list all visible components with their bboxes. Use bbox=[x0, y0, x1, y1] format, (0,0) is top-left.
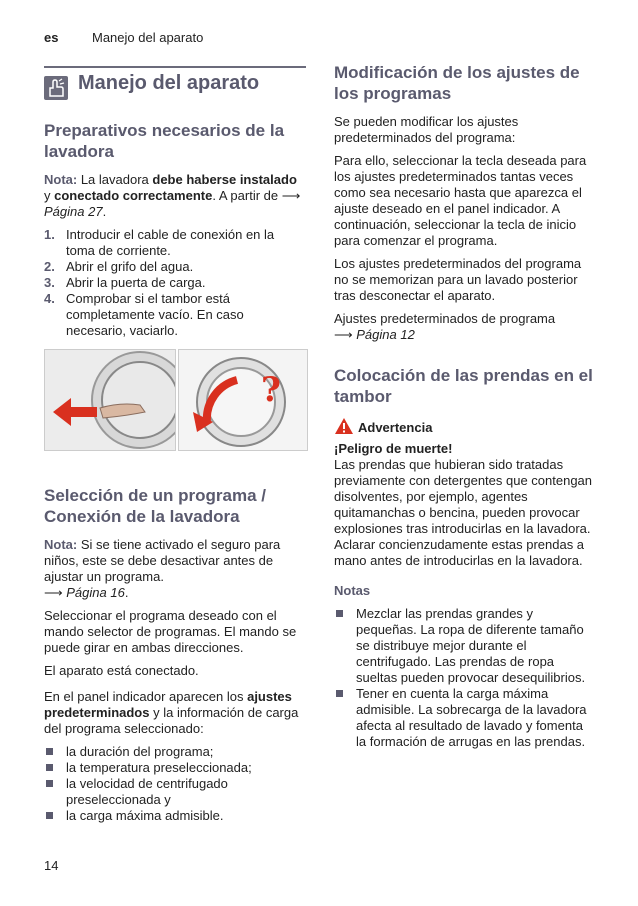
bullet-square-icon bbox=[336, 690, 343, 697]
arrow-right-icon: ⟶ bbox=[44, 585, 67, 600]
step-text: Abrir el grifo del agua. bbox=[66, 259, 194, 274]
step-text: Introducir el cable de conexión en la toma de corriente. bbox=[66, 227, 275, 258]
section-modificacion bbox=[334, 62, 596, 343]
language-code: es bbox=[44, 30, 59, 45]
paragraph: Seleccionar el programa deseado con el mando selector de programas. El mando se puede girar en ambas direcciones. bbox=[44, 608, 297, 655]
list-item bbox=[334, 606, 596, 686]
paragraph: Se pueden modificar los ajustes predeterminados del programa: bbox=[334, 114, 519, 145]
note-text: . bbox=[102, 204, 107, 219]
text: y la información de carga del programa seleccionado: bbox=[44, 705, 299, 736]
section-heading: Selección de un programa / Conexión de la lavadora bbox=[44, 486, 267, 526]
list-item bbox=[334, 686, 596, 750]
note-bold: conectado correctamente bbox=[54, 188, 213, 203]
bullet-text: la temperatura preseleccionada; bbox=[66, 760, 252, 775]
text: Ajustes predeterminados de programa bbox=[334, 311, 556, 326]
note-label: Nota: bbox=[44, 172, 78, 187]
warning-text: Las prendas que hubieran sido tratadas previamente con detergentes que contengan disolventes, por ejemplo, agentes quitamanchas o bencina, pueden provocar explosiones tras introducirlas en la lavadora. bbox=[334, 457, 593, 536]
bullet-text: Tener en cuenta la carga máxima admisible. La sobrecarga de la lavadora afecta al resultado de lavado y fomenta la formación de arrugas en las prendas. bbox=[356, 686, 587, 749]
drum-check-illustration bbox=[178, 349, 308, 451]
bullet-text: la duración del programa; bbox=[66, 744, 214, 759]
page-reference[interactable]: Página 16 bbox=[66, 585, 125, 600]
bullet-square-icon bbox=[336, 610, 343, 617]
door-open-illustration bbox=[44, 349, 176, 451]
section-heading: Colocación de las prendas en el tambor bbox=[334, 366, 593, 406]
section-preparativos bbox=[44, 120, 306, 339]
warning-triangle-icon bbox=[334, 417, 354, 439]
list-item bbox=[44, 776, 306, 808]
arrow-right-icon: ⟶ bbox=[334, 327, 357, 342]
text: En el panel indicador aparecen los bbox=[44, 689, 248, 704]
steps-list bbox=[44, 227, 306, 339]
note-label: Nota: bbox=[44, 537, 78, 552]
bullet-square-icon bbox=[46, 748, 53, 755]
section-colocacion bbox=[334, 365, 596, 750]
list-item bbox=[44, 760, 306, 776]
warning-header bbox=[334, 417, 596, 439]
note-bold: debe haberse instalado bbox=[152, 172, 297, 187]
note-text: . bbox=[124, 585, 129, 600]
step-number: 4. bbox=[44, 291, 55, 306]
note-text: . A partir de bbox=[212, 188, 282, 203]
page-header bbox=[44, 30, 204, 45]
page-number: 14 bbox=[44, 858, 59, 873]
list-item bbox=[44, 227, 306, 259]
bullet-square-icon bbox=[46, 812, 53, 819]
list-item bbox=[44, 275, 306, 291]
step-text: Abrir la puerta de carga. bbox=[66, 275, 206, 290]
paragraph: El aparato está conectado. bbox=[44, 663, 199, 678]
paragraph bbox=[334, 311, 596, 343]
bold-text: ajustes predeterminados bbox=[44, 689, 292, 720]
arrow-right-icon: ⟶ bbox=[281, 188, 301, 203]
step-text: Comprobar si el tambor está completamente vacío. En caso necesario, vaciarlo. bbox=[66, 291, 244, 338]
note-paragraph bbox=[44, 172, 306, 220]
note-paragraph bbox=[44, 537, 306, 601]
warning-title: ¡Peligro de muerte! bbox=[334, 441, 453, 456]
question-mark-icon: ? bbox=[261, 370, 281, 410]
step-number: 3. bbox=[44, 275, 55, 290]
note-text: Si se tiene activado el seguro para niños, este se debe desactivar antes de ajustar un programa. bbox=[44, 537, 281, 584]
paragraph: Para ello, seleccionar la tecla deseada para los ajustes predeterminados tantas veces como sea necesario hasta que aparezca el ajuste deseado en el panel indicador. A continuación, seleccionar la tecla de inicio para comenzar el programa. bbox=[334, 153, 587, 248]
page-reference[interactable]: Página 12 bbox=[356, 327, 415, 342]
illustrations bbox=[44, 349, 306, 451]
note-text: La lavadora bbox=[77, 172, 153, 187]
section-heading: Preparativos necesarios de la lavadora bbox=[44, 121, 285, 161]
bullet-text: Mezclar las prendas grandes y pequeñas. La ropa de diferente tamaño se distribuye mejor durante el centrifugado. Las prendas de ropa sueltas pueden provocar desequilibrios. bbox=[356, 606, 586, 685]
notes-label: Notas bbox=[334, 583, 371, 598]
bullet-square-icon bbox=[46, 764, 53, 771]
note-text: y bbox=[44, 188, 55, 203]
right-column bbox=[334, 62, 596, 756]
paragraph bbox=[44, 689, 306, 737]
bullet-list bbox=[44, 744, 306, 824]
warning-label: Advertencia bbox=[358, 420, 433, 435]
section-seleccion bbox=[44, 485, 306, 824]
list-item bbox=[44, 259, 306, 275]
notes-list bbox=[334, 606, 596, 750]
warning-text: Aclarar concienzudamente estas prendas a mano antes de introducirlas en la lavadora. bbox=[334, 537, 585, 568]
step-number: 1. bbox=[44, 227, 55, 242]
list-item bbox=[44, 291, 306, 339]
banner-title: Manejo del aparato bbox=[78, 72, 260, 94]
section-banner bbox=[44, 66, 306, 112]
warning-box bbox=[334, 417, 596, 569]
hand-press-icon bbox=[44, 76, 68, 100]
list-item bbox=[44, 808, 306, 824]
bullet-text: la carga máxima admisible. bbox=[66, 808, 224, 823]
paragraph: Los ajustes predeterminados del programa no se memorizan para un lavado posterior tras desconectar el aparato. bbox=[334, 256, 582, 303]
section-heading: Modificación de los ajustes de los programas bbox=[334, 63, 580, 103]
page-reference[interactable]: Página 27 bbox=[44, 204, 103, 219]
step-number: 2. bbox=[44, 259, 55, 274]
list-item bbox=[44, 744, 306, 760]
header-title: Manejo del aparato bbox=[92, 30, 204, 45]
left-column bbox=[44, 62, 306, 830]
bullet-square-icon bbox=[46, 780, 53, 787]
bullet-text: la velocidad de centrifugado preseleccionada y bbox=[66, 776, 228, 807]
